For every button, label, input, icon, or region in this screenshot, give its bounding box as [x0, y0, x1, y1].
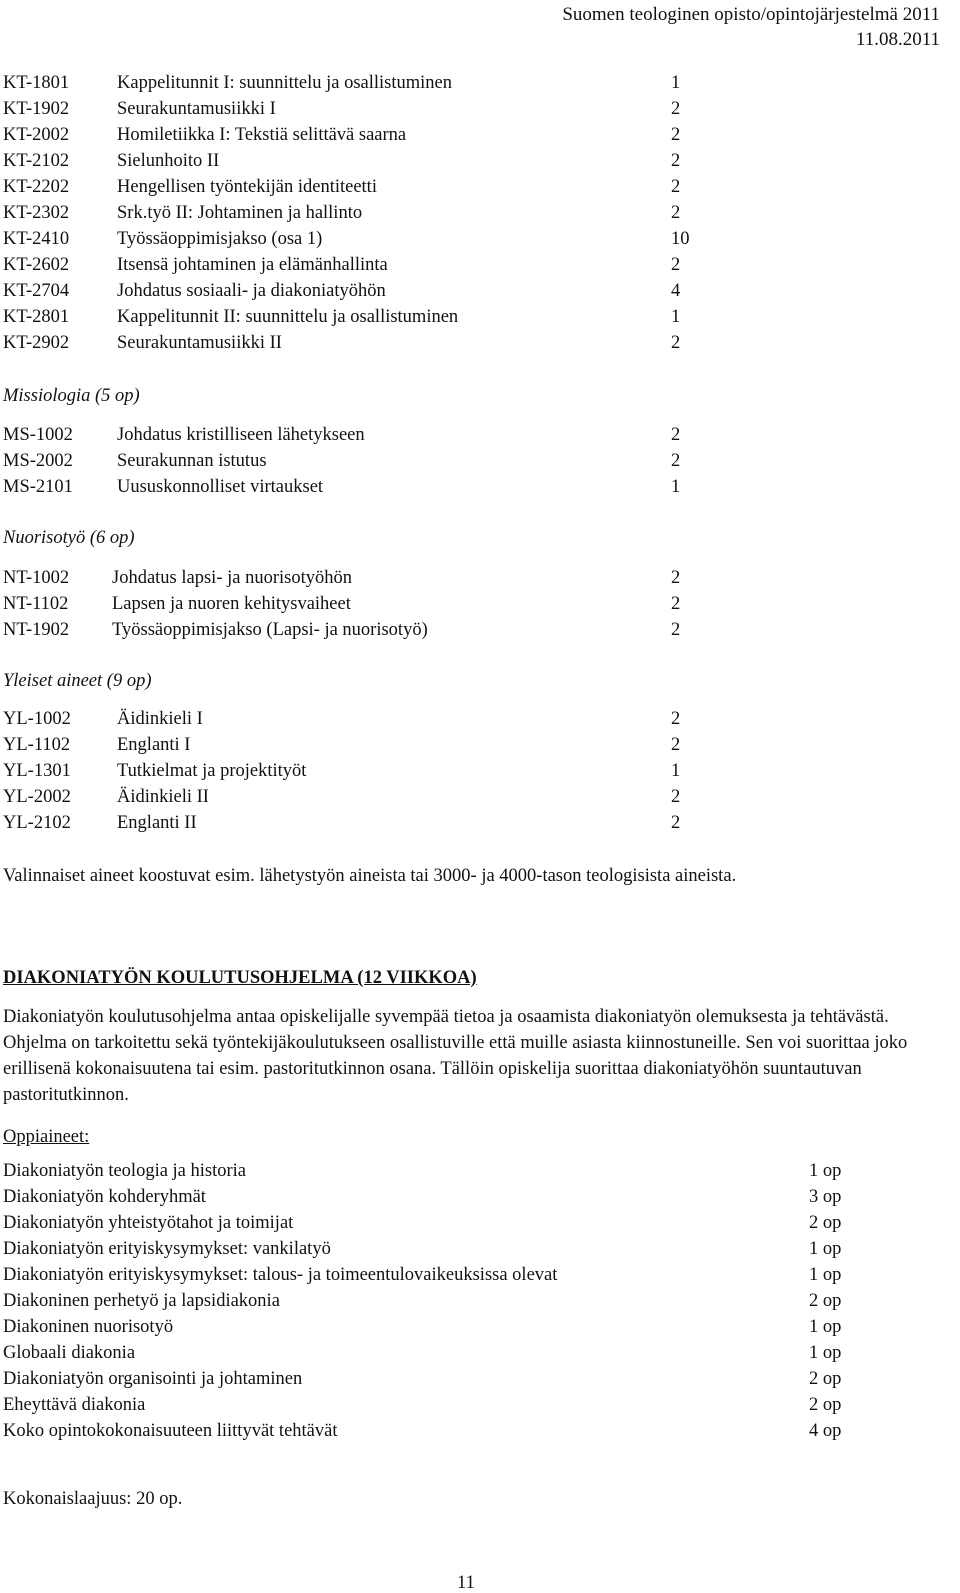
course-code: KT-2202 — [3, 177, 70, 197]
section-heading-nuorisotyo: Nuorisotyö (6 op) — [3, 528, 135, 548]
credits: 1 op — [809, 1161, 842, 1181]
diakonia-heading: DIAKONIATYÖN KOULUTUSOHJELMA (12 VIIKKOA) — [3, 968, 477, 988]
credits: 4 — [671, 281, 681, 301]
credits: 1 op — [809, 1265, 842, 1285]
subject-title: Diakoniatyön erityiskysymykset: vankilatyö — [3, 1239, 331, 1259]
course-title: Äidinkieli II — [117, 787, 209, 807]
course-code: MS-1002 — [3, 425, 73, 445]
diakonia-intro: Diakoniatyön koulutusohjelma antaa opiskelijalle syvempää tietoa ja osaamista diakoniatyön olemuksesta ja tehtävästä. Ohjelma on tarkoitettu sekä työntekijäkoulutukseen osallistuville että muille asiasta kiinnostuneille. Sen voi suorittaa joko erillisenä kokonaisuutena tai esim. pastoritutkinnon osana. Tällöin opiskelija suorittaa diakoniatyöhön suuntautuvan pastoritutkinnon. — [3, 1007, 908, 1105]
course-title: Johdatus lapsi- ja nuorisotyöhön — [112, 568, 352, 588]
credits: 2 — [671, 451, 681, 471]
credits: 10 — [671, 229, 690, 249]
course-code: YL-2102 — [3, 813, 71, 833]
course-title: Sielunhoito II — [117, 151, 220, 171]
section-heading-missiologia: Missiologia (5 op) — [3, 386, 140, 406]
credits: 2 — [671, 425, 681, 445]
course-title: Äidinkieli I — [117, 709, 203, 729]
course-title: Johdatus kristilliseen lähetykseen — [117, 425, 365, 445]
credits: 3 op — [809, 1187, 842, 1207]
subject-title: Koko opintokokonaisuuteen liittyvät tehtävät — [3, 1421, 338, 1441]
credits: 2 — [671, 151, 681, 171]
course-code: KT-1902 — [3, 99, 70, 119]
subject-title: Globaali diakonia — [3, 1343, 136, 1363]
subject-title: Diakoninen nuorisotyö — [3, 1317, 174, 1337]
subject-title: Diakoniatyön kohderyhmät — [3, 1187, 206, 1207]
course-title: Itsensä johtaminen ja elämänhallinta — [117, 255, 388, 275]
subject-title: Diakoniatyön organisointi ja johtaminen — [3, 1369, 303, 1389]
course-title: Seurakuntamusiikki I — [117, 99, 276, 119]
course-code: YL-1301 — [3, 761, 71, 781]
credits: 2 — [671, 709, 681, 729]
credits: 1 op — [809, 1239, 842, 1259]
course-title: Tutkielmat ja projektityöt — [117, 761, 307, 781]
credits: 1 op — [809, 1317, 842, 1337]
credits: 2 op — [809, 1291, 842, 1311]
course-code: KT-2002 — [3, 125, 70, 145]
course-title: Homiletiikka I: Tekstiä selittävä saarna — [117, 125, 407, 145]
course-code: YL-1102 — [3, 735, 71, 755]
course-code: KT-2302 — [3, 203, 70, 223]
course-code: KT-1801 — [3, 73, 70, 93]
course-title: Työssäoppimisjakso (Lapsi- ja nuorisotyö) — [112, 620, 428, 640]
credits: 2 — [671, 735, 681, 755]
course-title: Englanti II — [117, 813, 197, 833]
credits: 2 — [671, 177, 681, 197]
course-code: KT-2410 — [3, 229, 70, 249]
credits: 1 op — [809, 1343, 842, 1363]
credits: 2 op — [809, 1369, 842, 1389]
course-code: YL-1002 — [3, 709, 71, 729]
course-title: Hengellisen työntekijän identiteetti — [117, 177, 377, 197]
course-code: KT-2102 — [3, 151, 70, 171]
credits: 2 — [671, 125, 681, 145]
course-title: Uususkonnolliset virtaukset — [117, 477, 324, 497]
course-code: MS-2002 — [3, 451, 73, 471]
credits: 2 — [671, 620, 681, 640]
subject-title: Eheyttävä diakonia — [3, 1395, 146, 1415]
credits: 2 — [671, 333, 681, 353]
course-title: Englanti I — [117, 735, 191, 755]
credits: 2 op — [809, 1213, 842, 1233]
subjects-heading: Oppiaineet: — [3, 1127, 90, 1147]
subject-title: Diakoniatyön yhteistyötahot ja toimijat — [3, 1213, 294, 1233]
course-code: NT-1902 — [3, 620, 70, 640]
course-code: KT-2704 — [3, 281, 70, 301]
course-code: NT-1002 — [3, 568, 70, 588]
section-heading-yleiset: Yleiset aineet (9 op) — [3, 671, 152, 691]
credits: 2 — [671, 99, 681, 119]
course-code: KT-2602 — [3, 255, 70, 275]
header-institution: Suomen teologinen opisto/opintojärjestelmä 2011 — [562, 4, 940, 25]
subject-title: Diakoninen perhetyö ja lapsidiakonia — [3, 1291, 280, 1311]
credits: 2 op — [809, 1395, 842, 1415]
credits: 2 — [671, 813, 681, 833]
page-header — [562, 2, 940, 52]
credits: 2 — [671, 594, 681, 614]
course-title: Seurakunnan istutus — [117, 451, 267, 471]
course-code: KT-2902 — [3, 333, 70, 353]
course-title: Työssäoppimisjakso (osa 1) — [117, 229, 323, 249]
course-code: MS-2101 — [3, 477, 73, 497]
course-code: NT-1102 — [3, 594, 69, 614]
course-code: KT-2801 — [3, 307, 70, 327]
credits: 4 op — [809, 1421, 842, 1441]
page-number: 11 — [457, 1573, 475, 1593]
credits: 1 — [671, 73, 681, 93]
credits: 2 — [671, 203, 681, 223]
electives-note: Valinnaiset aineet koostuvat esim. lähetystyön aineista tai 3000- ja 4000-tason teologisista aineista. — [3, 866, 737, 886]
header-date: 11.08.2011 — [855, 29, 940, 50]
course-title: Seurakuntamusiikki II — [117, 333, 282, 353]
course-title: Johdatus sosiaali- ja diakoniatyöhön — [117, 281, 386, 301]
credits: 1 — [671, 307, 681, 327]
credits: 2 — [671, 787, 681, 807]
course-title: Srk.työ II: Johtaminen ja hallinto — [117, 203, 363, 223]
course-title: Lapsen ja nuoren kehitysvaiheet — [112, 594, 351, 614]
credits: 2 — [671, 255, 681, 275]
total-credits: Kokonaislaajuus: 20 op. — [3, 1489, 183, 1509]
course-title: Kappelitunnit II: suunnittelu ja osallistuminen — [117, 307, 459, 327]
subject-title: Diakoniatyön teologia ja historia — [3, 1161, 247, 1181]
course-code: YL-2002 — [3, 787, 71, 807]
credits: 1 — [671, 761, 681, 781]
credits: 1 — [671, 477, 681, 497]
subject-title: Diakoniatyön erityiskysymykset: talous- ja toimeentulovaikeuksissa olevat — [3, 1265, 558, 1285]
credits: 2 — [671, 568, 681, 588]
course-title: Kappelitunnit I: suunnittelu ja osallistuminen — [117, 73, 453, 93]
